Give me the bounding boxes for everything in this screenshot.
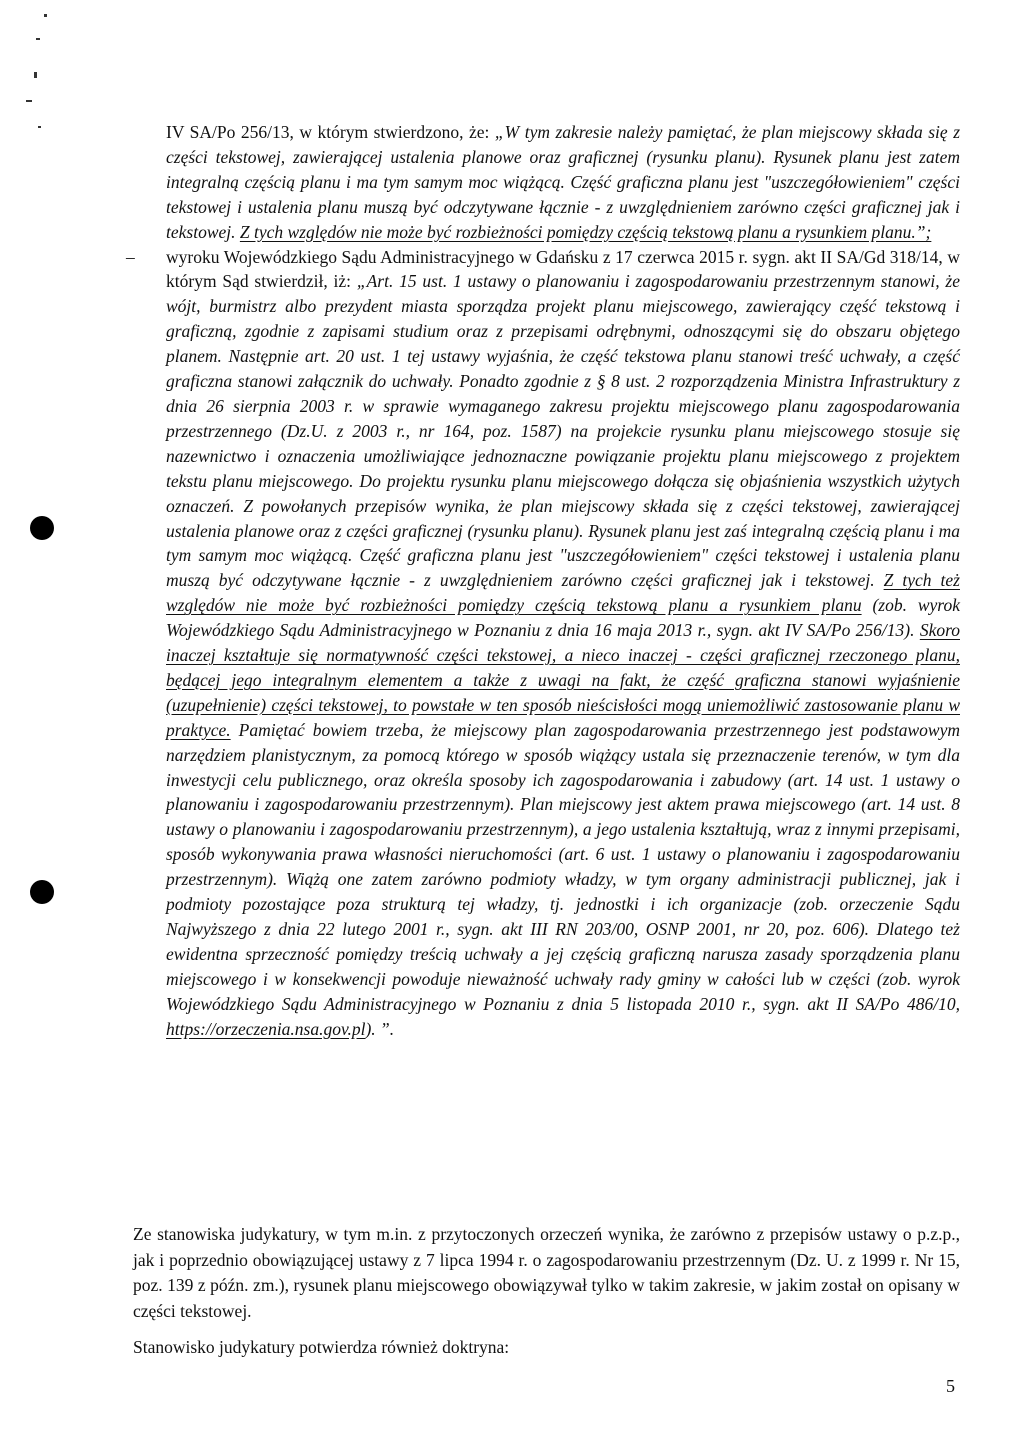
quote-underlined: Z tych też względów nie może być rozbieżności pomiędzy częścią tekstową planu a rysunkiem planu [166,570,960,616]
scan-artifact [34,72,37,78]
quote-end: ). ”. [365,1018,395,1039]
quotation-block [126,120,960,1042]
quote-text: „Art. 15 ust. 1 ustawy o planowaniu i zagospodarowaniu przestrzennym stanowi, że wójt, burmistrz albo prezydent miasta sporządza projekt planu miejscowego, zawierający część tekstową i graficzną, zgodnie z zapisami studium oraz z przepisami odrębnymi, odnoszącymi się do obszaru objętego planem. Następnie art. 20 ust. 1 tej ustawy wyjaśnia, że część tekstowa planu stanowi treść uchwały, a część graficzna stanowi załącznik do uchwały. Ponadto zgodnie z § 8 ust. 2 rozporządzenia Ministra Infrastruktury z dnia 26 sierpnia 2003 r. w sprawie wymaganego zakresu projektu miejscowego planu zagospodarowania przestrzennego (Dz.U. z 2003 r., nr 164, poz. 1587) na projekcie rysunku planu miejscowego stosuje się nazewnictwo i oznaczenia umożliwiające jednoznaczne powiązanie projektu planu miejscowego z projektem tekstu planu miejscowego. Do projektu rysunku planu miejscowego dołącza się objaśnienia wszystkich użytych oznaczeń. Z powołanych przepisów wynika, że plan miejscowy składa się z części tekstowej, zawierającej ustalenia planowe oraz z części graficznej (rysunku planu). Rysunek planu jest zaś integralną częścią planu i ma tym samym moc wiążącą. Część graficzna planu jest "uszczegółowieniem" części tekstowej i ustalenia planu muszą być odczytywane łącznie - z uwzględnieniem zarówno części graficznej jak i tekstowej. [166,271,960,591]
scan-artifact [36,38,40,40]
closing-line: Stanowisko judykatury potwierdza również doktryna: [133,1337,510,1357]
scan-artifact [26,100,32,102]
list-item-lead: wyroku Wojewódzkiego Sądu Administracyjnego w Gdańsku z 17 czerwca 2015 r. sygn. akt II SA/Gd 318/14, w którym Sąd stwierdził, iż: [166,246,960,292]
quote-intro: IV SA/Po 256/13, w którym stwierdzono, że: [166,122,495,142]
quote-text: Pamiętać bowiem trzeba, że miejscowy plan zagospodarowania przestrzennego jest podstawowym narzędziem planistycznym, za pomocą którego w sposób wiążący ustala się przeznaczenie terenów, w tym dla inwestycji celu publicznego, oraz określa sposoby ich zagospodarowania i zabudowy (art. 14 ust. 1 ustawy o planowaniu i zagospodarowaniu przestrzennym). Plan miejscowy jest aktem prawa miejscowego (art. 14 ust. 8 ustawy o planowaniu i zagospodarowaniu przestrzennym), a jego ustalenia kształtują, wraz z innymi przepisami, sposób wykonywania prawa własności nieruchomości (art. 6 ust. 1 ustawy o planowaniu i zagospodarowaniu przestrzennym). Wiążą one zatem zarówno podmioty władzy, w tym organy administracji publicznej, jak i podmioty pozostające poza strukturą tej władzy, tj. jednostki i ich organizacje (zob. orzeczenie Sądu Najwyższego z dnia 22 lutego 2001 r., sygn. akt III RN 203/00, OSNP 2001, nr 20, poz. 606). Dlatego też ewidentna sprzeczność pomiędzy treścią uchwały a jej częścią graficzną narusza zasady sporządzenia planu miejscowego i w konsekwencji powoduje nieważność uchwały rady gminy w całości lub w części (zob. wyrok Wojewódzkiego Sądu Administracyjnego w Poznaniu z dnia 5 listopada 2010 r., sygn. akt II SA/Po 486/10, [166,719,960,1014]
scan-artifact [38,126,41,128]
list-item [126,245,960,1042]
quote-underlined: Skoro inaczej kształtuje się normatywność części tekstowej, a nieco inaczej - części graficznej rzeczonego planu, będącej jego integralnym elementem a także z uwagi na fakt, że część graficzna stanowi wyjaśnienie (uzupełnienie) części tekstowej, to powstałe w ten sposób nieścisłości mogą uniemożliwić zastosowanie planu w praktyce. [166,620,960,740]
scan-artifact [44,14,47,17]
page-number: 5 [946,1376,955,1396]
quote-paragraph [166,120,960,245]
quote-underlined: Z tych względów nie może być rozbieżności pomiędzy częścią tekstową planu a rysunkiem planu.”; [239,221,932,242]
quote-text: „W tym zakresie należy pamiętać, że plan miejscowy składa się z części tekstowej, zawierającej ustalenia planowe oraz graficznej (rysunku planu). Rysunek planu jest zatem integralną częścią planu i ma tym samym moc wiążącą. Część graficzna planu jest "uszczegółowieniem" części tekstowej i ustalenia planu muszą być odczytywane łącznie - z uwzględnieniem zarówno części graficznej jak i tekstowej. [166,122,960,242]
list-dash: – [126,246,135,267]
body-paragraph: Ze stanowiska judykatury, w tym m.in. z przytoczonych orzeczeń wynika, że zarówno z przepisów ustawy o p.z.p., jak i poprzednio obowiązującej ustawy z 7 lipca 1994 r. o zagospodarowaniu przestrzennym (Dz. U. z 1999 r. Nr 15, poz. 139 z późn. zm.), rysunek planu miejscowego obowiązywał tylko w takim zakresie, w jakim został on opisany w części tekstowej. [133,1224,960,1321]
punch-hole [30,880,54,904]
source-link[interactable]: https://orzeczenia.nsa.gov.pl [166,1018,366,1039]
body-text [133,1222,960,1361]
quote-text: (zob. wyrok Wojewódzkiego Sądu Administracyjnego w Poznaniu z dnia 16 maja 2013 r., sygn. akt IV SA/Po 256/13). [166,595,960,641]
punch-hole [30,516,54,540]
